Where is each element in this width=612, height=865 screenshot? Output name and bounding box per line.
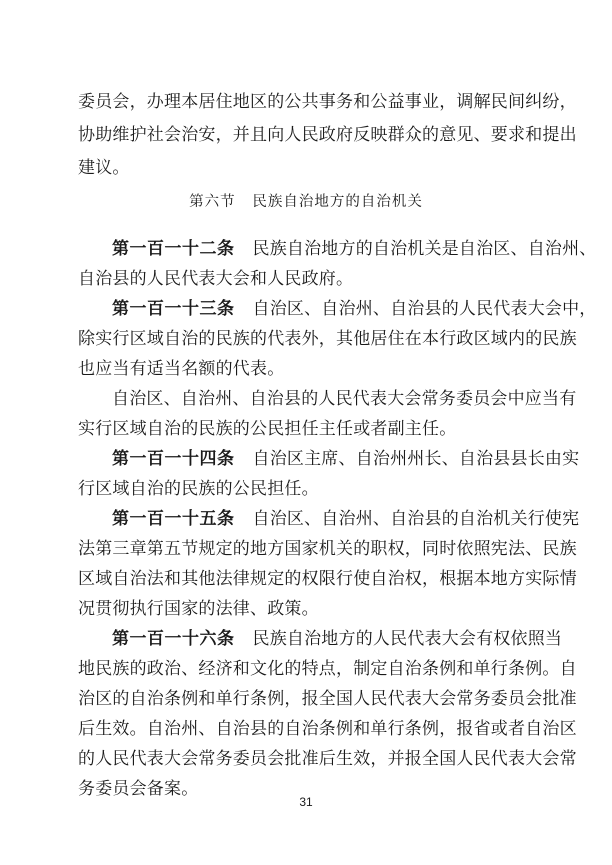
article-text: 自治区、自治州、自治县的人民代表大会中， <box>252 299 597 319</box>
article-114-first-line <box>112 448 579 470</box>
article-116-first-line <box>112 628 562 650</box>
paragraph-line: 区域自治法和其他法律规定的权限行使自治权，根据本地方实际情 <box>78 569 577 589</box>
article-label: 第一百一十六条 <box>112 629 235 649</box>
paragraph-line: 自治县的人民代表大会和人民政府。 <box>78 269 354 289</box>
paragraph-line: 治区的自治条例和单行条例，报全国人民代表大会常务委员会批准 <box>78 689 577 709</box>
page-number: 31 <box>299 795 313 809</box>
paragraph-line: 务委员会备案。 <box>78 779 199 799</box>
article-label: 第一百一十四条 <box>112 449 235 469</box>
paragraph-line: 也应当有适当名额的代表。 <box>78 359 285 379</box>
paragraph-line: 行区域自治的民族的公民担任。 <box>78 479 319 499</box>
paragraph-line: 协助维护社会治安，并且向人民政府反映群众的意见、要求和提出 <box>78 125 577 145</box>
article-label: 第一百一十二条 <box>112 239 235 259</box>
article-text: 民族自治地方的人民代表大会有权依照当 <box>252 629 563 649</box>
article-text: 自治区主席、自治州州长、自治县县长由实 <box>252 449 580 469</box>
article-text: 自治区、自治州、自治县的自治机关行使宪 <box>252 509 580 529</box>
paragraph-line: 后生效。自治州、自治县的自治条例和单行条例，报省或者自治区 <box>78 719 577 739</box>
article-label: 第一百一十三条 <box>112 299 235 319</box>
paragraph-line: 法第三章第五节规定的地方国家机关的职权，同时依照宪法、民族 <box>78 539 577 559</box>
paragraph-line: 实行区域自治的民族的公民担任主任或者副主任。 <box>78 419 457 439</box>
paragraph-line: 地民族的政治、经济和文化的特点，制定自治条例和单行条例。自 <box>78 659 577 679</box>
paragraph-line: 除实行区域自治的民族的代表外，其他居住在本行政区域内的民族 <box>78 329 577 349</box>
article-115-first-line <box>112 508 579 530</box>
article-text: 民族自治地方的自治机关是自治区、自治州、 <box>252 239 597 259</box>
paragraph-line: 的人民代表大会常务委员会批准后生效，并报全国人民代表大会常 <box>78 749 577 769</box>
paragraph-line: 自治区、自治州、自治县的人民代表大会常务委员会中应当有 <box>112 389 577 409</box>
paragraph-line: 建议。 <box>78 158 130 178</box>
section-heading: 第六节 民族自治地方的自治机关 <box>189 194 423 210</box>
paragraph-line: 况贯彻执行国家的法律、政策。 <box>78 599 319 619</box>
article-113-first-line <box>112 298 597 320</box>
article-label: 第一百一十五条 <box>112 509 235 529</box>
paragraph-line: 委员会，办理本居住地区的公共事务和公益事业，调解民间纠纷， <box>78 92 577 112</box>
article-112-first-line <box>112 238 597 260</box>
